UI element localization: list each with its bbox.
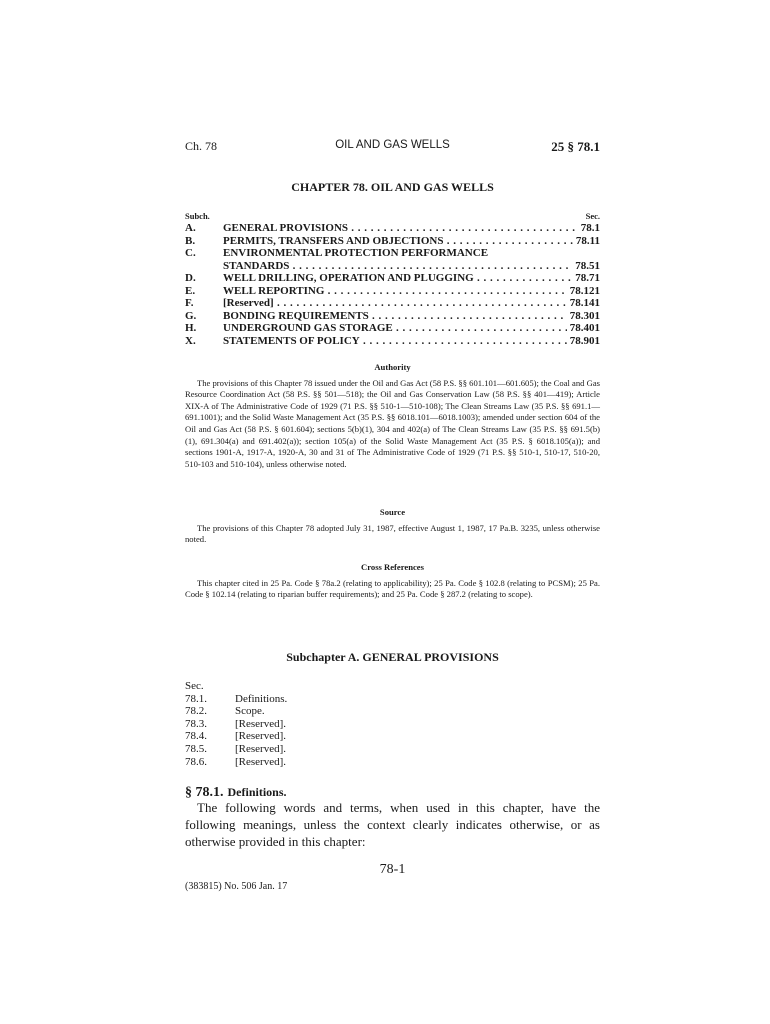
toc-row bbox=[185, 310, 600, 323]
toc-sec: 78.51 bbox=[572, 260, 600, 273]
authority-text: The provisions of this Chapter 78 issued under the Oil and Gas Act (58 P.S. §§ 601.101—601.605); the Coal and Gas Resource Coordination Act (58 P.S. §§ 501—518); the Oil and Gas Conservation Law (58 P.S. §§ 401—419); Article XIX-A of The Administrative Code of 1929 (71 P.S. §§ 510-1—510-108); The Clean Streams Law (35 P.S. §§ 691.1—691.1001); and the Solid Waste Management Act (35 P.S. §§ 6018.101—6018.1003); amended under section 604 of the Oil and Gas Act (58 P.S. § 601.604); sections 5(b)(1), 304 and 402(a) of The Clean Streams Law (35 P.S. §§ 691.5(b)(1), 691.304(a) and 691.402(a)); section 105(a) of the Solid Waste Management Act (35 P.S. § 6018.105(a)); and sections 1901-A, 1917-A, 1920-A, 30 and 31 of The Administrative Code of 1929 (71 P.S. §§ 510-1, 510-17, 510-20, 510-103 and 510-104), unless otherwise noted. bbox=[185, 377, 600, 469]
toc-letter: A. bbox=[185, 222, 196, 234]
section-number: 78.3. bbox=[185, 717, 207, 730]
toc-row bbox=[185, 335, 600, 348]
toc-title: UNDERGROUND GAS STORAGE . . . bbox=[223, 322, 600, 335]
cross-references-text: This chapter cited in 25 Pa. Code § 78a.2 (relating to applicability); 25 Pa. Code § 102.8 (relating to PCSM); 25 Pa. Code § 102.14 (relating to riparian buffer requirements); and 25 Pa. Code § 287.2 (relating to scope). bbox=[185, 577, 600, 600]
section-list-item bbox=[185, 705, 485, 718]
toc-header bbox=[185, 211, 600, 222]
toc-letter: D. bbox=[185, 272, 196, 284]
page-footer: (383815) No. 506 Jan. 17 bbox=[185, 881, 288, 892]
toc-sec: 78.11 bbox=[573, 235, 600, 248]
toc-title: PERMITS, TRANSFERS AND OBJECTIONS . . . bbox=[223, 235, 600, 248]
cross-references-note bbox=[185, 562, 600, 601]
section-list bbox=[185, 680, 485, 768]
chapter-title: CHAPTER 78. OIL AND GAS WELLS bbox=[291, 180, 494, 194]
toc-row bbox=[185, 322, 600, 335]
subchapter-table-of-contents bbox=[185, 211, 600, 347]
section-heading-title: Definitions. bbox=[227, 785, 287, 799]
section-list-item bbox=[185, 743, 485, 756]
authority-heading: Authority bbox=[374, 362, 411, 372]
source-note bbox=[185, 507, 600, 546]
toc-title: ENVIRONMENTAL PROTECTION PERFORMANCE bbox=[223, 247, 489, 259]
section-number: 78.1. bbox=[185, 692, 207, 705]
section-number: 78.4. bbox=[185, 730, 207, 743]
section-list-item bbox=[185, 693, 485, 706]
section-name: Scope. bbox=[235, 705, 265, 718]
toc-sec: 78.901 bbox=[567, 335, 600, 348]
body-paragraph: The following words and terms, when used in this chapter, have the following meanings, unless the context clearly indicates otherwise, or as otherwise provided in this chapter: bbox=[185, 800, 600, 849]
section-name: [Reserved]. bbox=[235, 742, 287, 755]
running-head bbox=[185, 139, 600, 155]
page-number: 78-1 bbox=[379, 862, 406, 877]
authority-note bbox=[185, 362, 600, 470]
toc-row bbox=[185, 297, 600, 310]
toc-letter: H. bbox=[185, 322, 197, 334]
running-head-citation: 25 § 78.1 bbox=[551, 139, 600, 154]
running-head-title: OIL AND GAS WELLS bbox=[335, 139, 450, 151]
toc-letter: E. bbox=[185, 284, 196, 297]
section-name: [Reserved]. bbox=[235, 730, 287, 743]
toc-title: STATEMENTS OF POLICY . . . bbox=[223, 335, 600, 348]
source-text: The provisions of this Chapter 78 adopted July 31, 1987, effective August 1, 1987, 17 Pa.B. 3235, unless otherwise noted. bbox=[185, 522, 600, 545]
toc-title: WELL REPORTING . . . bbox=[223, 285, 600, 298]
toc-row bbox=[185, 285, 600, 298]
toc-subch-header: Subch. bbox=[185, 211, 210, 221]
toc-row bbox=[185, 272, 600, 285]
toc-sec: 78.401 bbox=[567, 322, 600, 335]
toc-letter: X. bbox=[185, 334, 196, 347]
section-list-header-label: Sec. bbox=[185, 680, 204, 692]
toc-sec: 78.71 bbox=[572, 272, 600, 285]
toc-letter: B. bbox=[185, 234, 196, 247]
toc-row bbox=[185, 235, 600, 248]
toc-title: WELL DRILLING, OPERATION AND PLUGGING . . . bbox=[223, 272, 600, 285]
section-number: 78.2. bbox=[185, 705, 207, 718]
section-number: 78.6. bbox=[185, 755, 207, 768]
section-number: 78.5. bbox=[185, 742, 207, 755]
section-heading-number: § 78.1. bbox=[185, 785, 224, 800]
toc-title: BONDING REQUIREMENTS . . . bbox=[223, 310, 600, 323]
section-list-item bbox=[185, 730, 485, 743]
section-name: [Reserved]. bbox=[235, 717, 287, 730]
toc-row bbox=[185, 247, 600, 260]
subchapter-title: Subchapter A. GENERAL PROVISIONS bbox=[286, 650, 499, 664]
toc-title: STANDARDS . . . bbox=[223, 260, 600, 273]
toc-row bbox=[185, 260, 600, 273]
toc-sec: 78.301 bbox=[567, 310, 600, 323]
running-head-chapter: Ch. 78 bbox=[185, 139, 218, 153]
toc-sec-header: Sec. bbox=[585, 211, 600, 221]
toc-letter: F. bbox=[185, 297, 194, 309]
toc-title: GENERAL PROVISIONS . . . bbox=[223, 222, 600, 235]
toc-letter: C. bbox=[185, 247, 196, 259]
section-name: [Reserved]. bbox=[235, 755, 287, 768]
toc-sec: 78.1 bbox=[578, 222, 600, 235]
toc-sec: 78.121 bbox=[567, 285, 600, 298]
toc-row bbox=[185, 222, 600, 235]
toc-sec: 78.141 bbox=[567, 297, 600, 310]
section-list-item bbox=[185, 718, 485, 731]
section-name: Definitions. bbox=[235, 692, 288, 705]
cross-references-heading: Cross References bbox=[361, 562, 424, 572]
toc-letter: G. bbox=[185, 309, 197, 322]
section-list-item bbox=[185, 756, 485, 769]
section-list-header bbox=[185, 680, 485, 693]
toc-title: [Reserved] . . . bbox=[223, 297, 600, 310]
source-heading: Source bbox=[379, 507, 406, 517]
